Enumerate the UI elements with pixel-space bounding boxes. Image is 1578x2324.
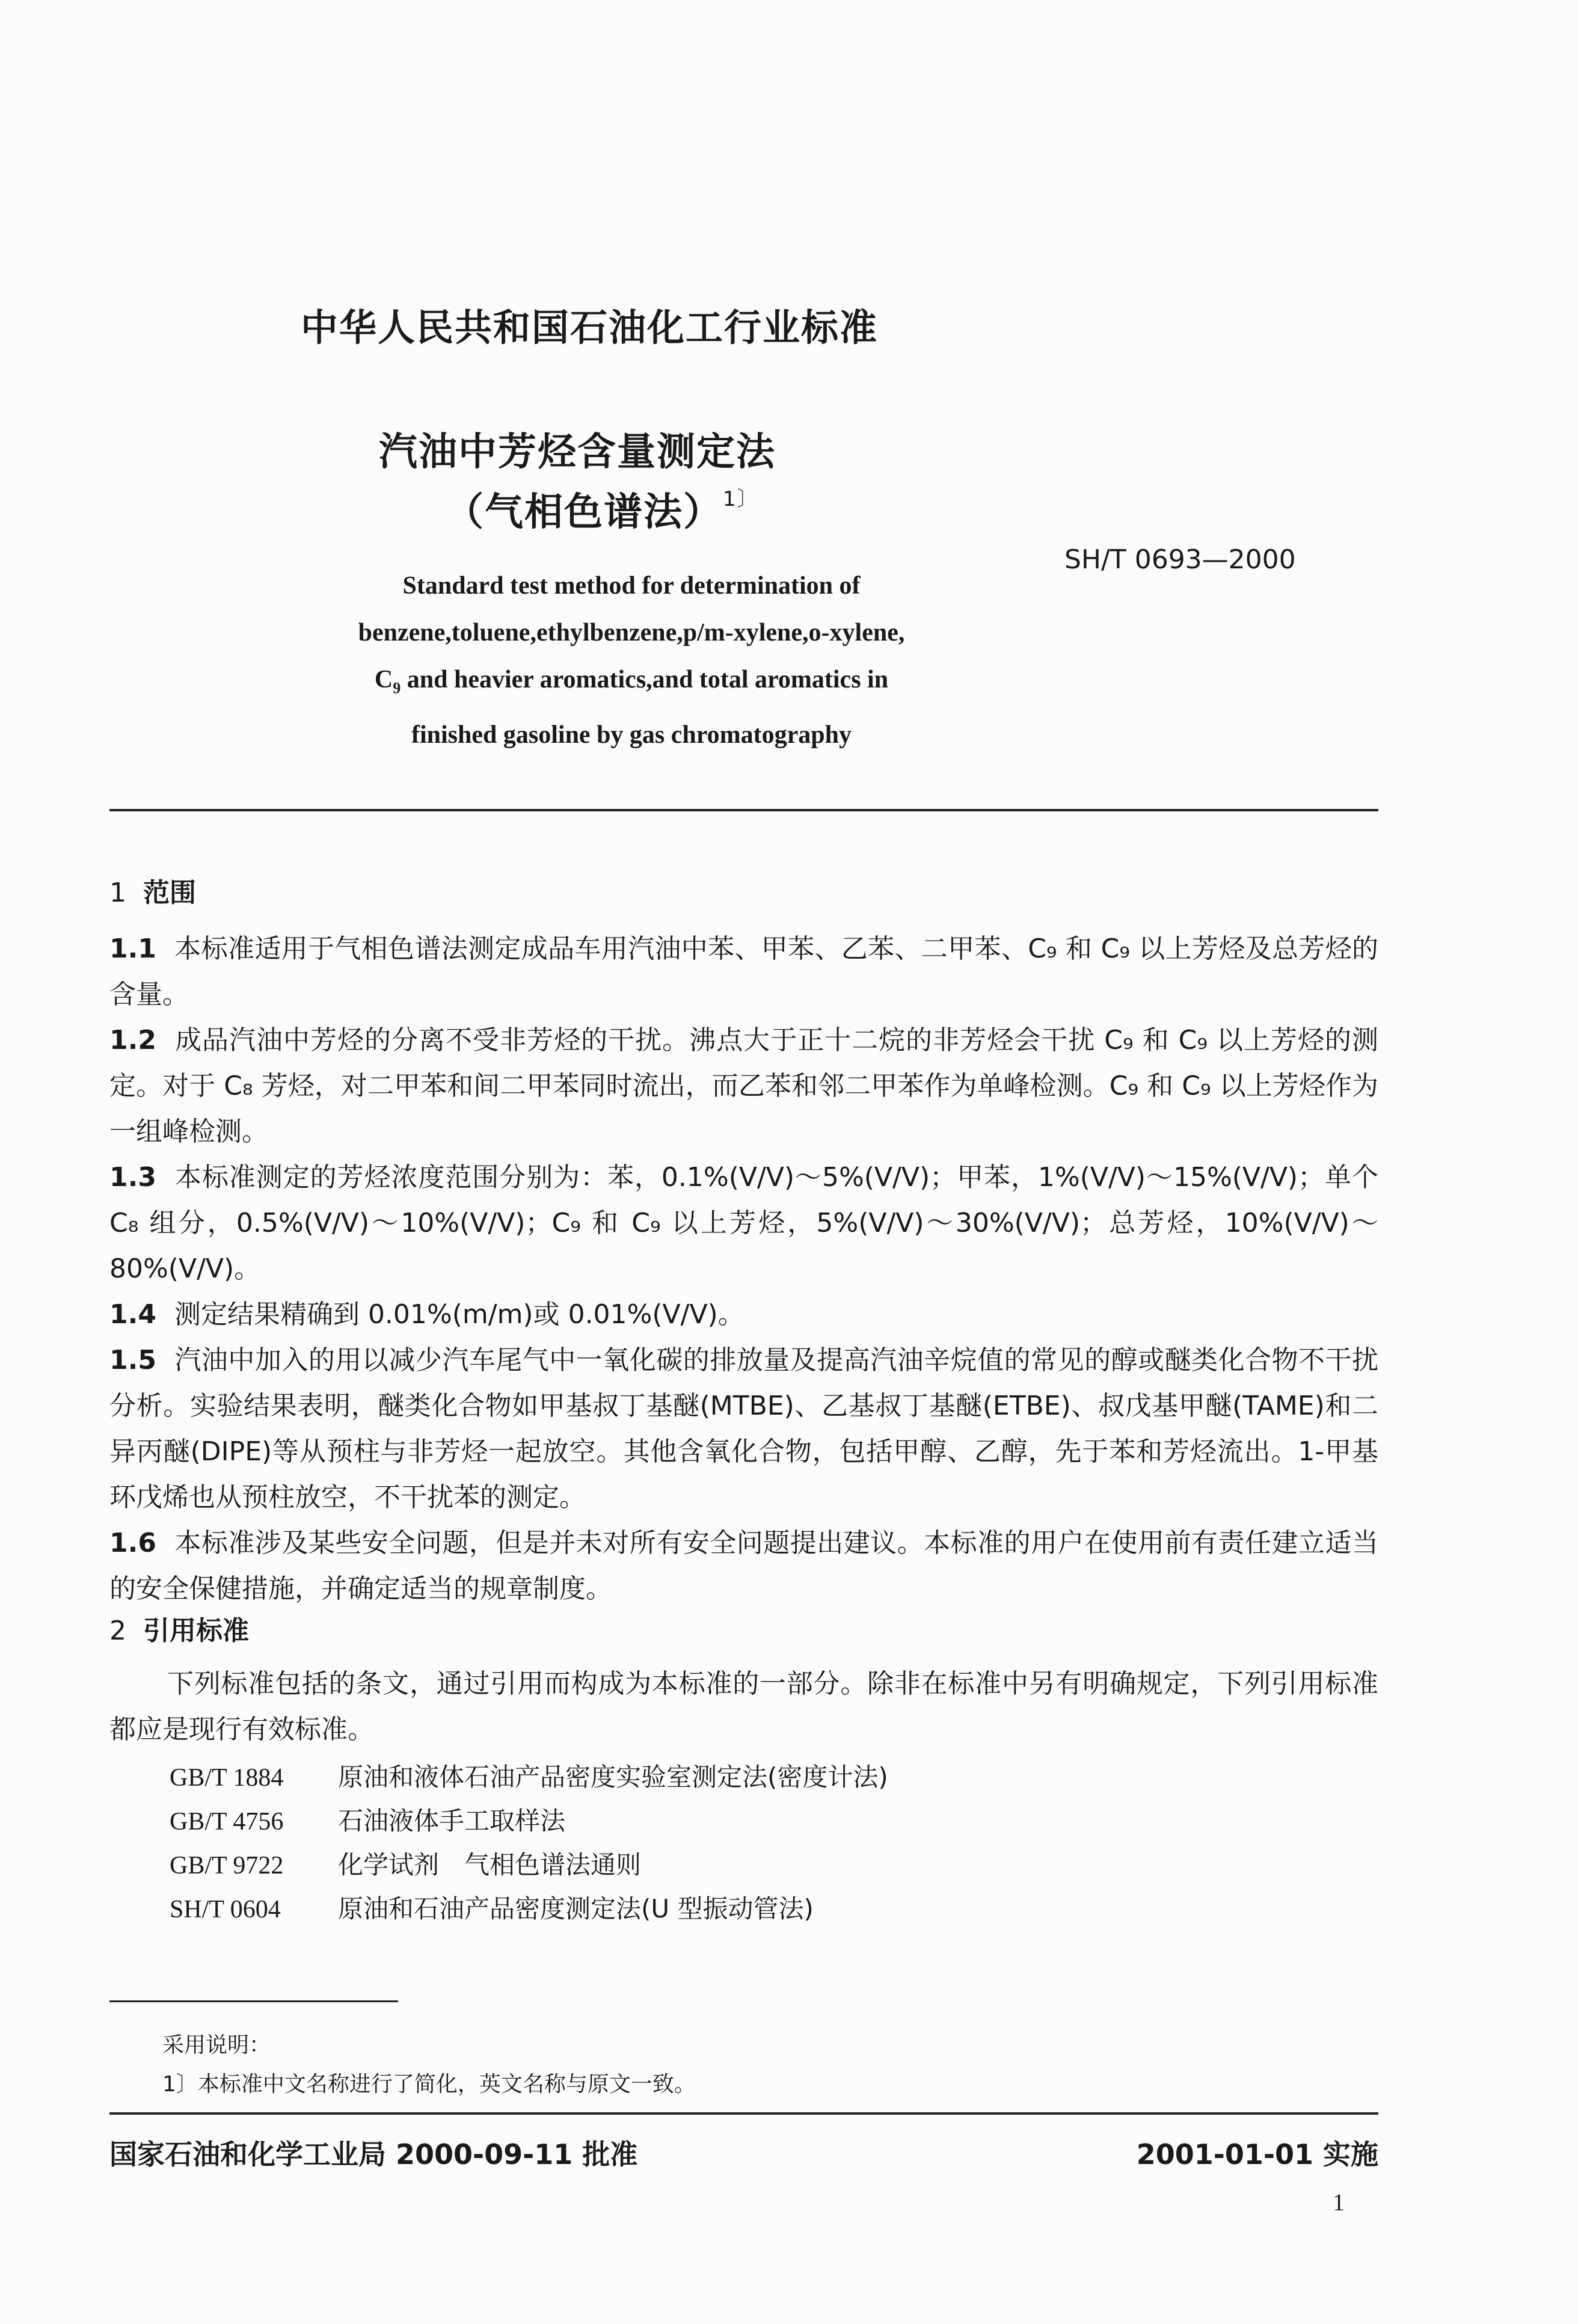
english-title-fragment: and heavier aromatics,and total aromatics in	[401, 666, 889, 693]
reference-code: GB/T 1884	[170, 1764, 284, 1792]
clause-1-5	[109, 1338, 1378, 1520]
standard-number: SH/T 0693—2000	[1064, 544, 1296, 575]
clause-text: 本标准涉及某些安全问题，但是并未对所有安全问题提出建议。本标准的用户在使用前有责任建立适当的安全保健措施，并确定适当的规章制度。	[109, 1528, 1378, 1604]
clause-text: 成品汽油中芳烃的分离不受非芳烃的干扰。沸点大于正十二烷的非芳烃会干扰 C₉ 和 C₉ 以上芳烃的测定。对于 C₈ 芳烃，对二甲苯和间二甲苯同时流出，而乙苯和邻二甲苯作为单峰检测。C₉ 和 C₉ 以上芳烃作为一组峰检测。	[109, 1025, 1378, 1147]
footer-divider	[109, 2112, 1378, 2115]
english-title-line	[229, 656, 1034, 712]
footnote-text: 1〕本标准中文名称进行了简化，英文名称与原文一致。	[162, 2072, 696, 2097]
clause-number: 1.6	[109, 1528, 156, 1558]
english-title-line: benzene,toluene,ethylbenzene,p/m-xylene,o-xylene,	[358, 619, 905, 647]
references-intro: 下列标准包括的条文，通过引用而构成为本标准的一部分。除非在标准中另有明确规定，下列引用标准都应是现行有效标准。	[109, 1668, 1378, 1745]
section-heading-references	[109, 1609, 249, 1647]
clause-1-1	[109, 926, 1378, 1018]
approval-date: 国家石油和化学工业局 2000-09-11 批准	[109, 2138, 638, 2171]
footnote-divider	[109, 2000, 398, 2002]
page-number: 1	[1333, 2189, 1345, 2216]
clause-text: 测定结果精确到 0.01%(m/m)或 0.01%(V/V)。	[174, 1299, 744, 1330]
footnote-label: 采用说明：	[162, 2033, 271, 2058]
clause-number: 1.1	[109, 933, 156, 964]
subtitle-text: （气相色谱法）	[445, 490, 723, 535]
clause-number: 1.3	[109, 1162, 156, 1193]
reference-title: 原油和石油产品密度测定法(U 型振动管法)	[338, 1894, 814, 1923]
english-title-subscript: 9	[393, 679, 401, 697]
clause-1-4	[109, 1292, 1378, 1338]
reference-item	[170, 1845, 641, 1881]
reference-code: GB/T 9722	[170, 1852, 284, 1880]
clause-1-3	[109, 1155, 1378, 1292]
reference-title: 化学试剂 气相色谱法通则	[338, 1850, 642, 1880]
title-footnote-marker: 1〕	[723, 487, 759, 511]
header-divider	[109, 809, 1378, 811]
reference-code: SH/T 0604	[170, 1896, 281, 1923]
clause-text: 汽油中加入的用以减少汽车尾气中一氧化碳的排放量及提高汽油辛烷值的常见的醇或醚类化合物不干扰分析。实验结果表明，醚类化合物如甲基叔丁基醚(MTBE)、乙基叔丁基醚(ETBE)、叔戊基甲醚(TAME)和二异丙醚(DIPE)等从预柱与非芳烃一起放空。其他含氧化合物，包括甲醇、乙醇，先于苯和芳烃流出。1-甲基环戊烯也从预柱放空，不干扰苯的测定。	[109, 1345, 1378, 1513]
section-number: 1	[109, 878, 126, 908]
english-title-line: finished gasoline by gas chromatography	[411, 721, 852, 749]
clause-number: 1.5	[109, 1345, 156, 1376]
clause-number: 1.2	[109, 1025, 156, 1056]
reference-item	[170, 1801, 565, 1837]
english-title-line: Standard test method for determination of	[402, 572, 861, 600]
document-title: 汽油中芳烃含量测定法	[379, 430, 776, 475]
clause-1-2	[109, 1018, 1378, 1155]
reference-title: 石油液体手工取样法	[338, 1806, 566, 1836]
reference-code: GB/T 4756	[170, 1808, 284, 1836]
effective-date: 2001-01-01 实施	[1136, 2138, 1378, 2171]
reference-item	[170, 1889, 814, 1925]
issuing-organization: 中华人民共和国石油化工行业标准	[301, 306, 879, 349]
clause-1-6	[109, 1520, 1378, 1612]
clause-text: 本标准适用于气相色谱法测定成品车用汽油中苯、甲苯、乙苯、二甲苯、C₉ 和 C₉ 以上芳烃及总芳烃的含量。	[109, 933, 1378, 1010]
reference-title: 原油和液体石油产品密度实验室测定法(密度计法)	[338, 1762, 888, 1792]
section-title: 范围	[143, 878, 196, 908]
document-subtitle	[445, 481, 759, 536]
clause-number: 1.4	[109, 1299, 156, 1330]
section-number: 2	[109, 1615, 126, 1646]
section-heading-scope	[109, 871, 196, 909]
reference-item	[170, 1757, 888, 1794]
clause-text: 本标准测定的芳烃浓度范围分别为：苯，0.1%(V/V)～5%(V/V)；甲苯，1%(V/V)～15%(V/V)；单个 C₈ 组分，0.5%(V/V)～10%(V/V)；C₉ 和 C₉ 以上芳烃，5%(V/V)～30%(V/V)；总芳烃，10%(V/V)～80%(V/V)。	[109, 1162, 1378, 1284]
english-title-fragment: C	[374, 666, 393, 693]
english-title	[229, 562, 1034, 758]
section-title: 引用标准	[143, 1615, 249, 1646]
